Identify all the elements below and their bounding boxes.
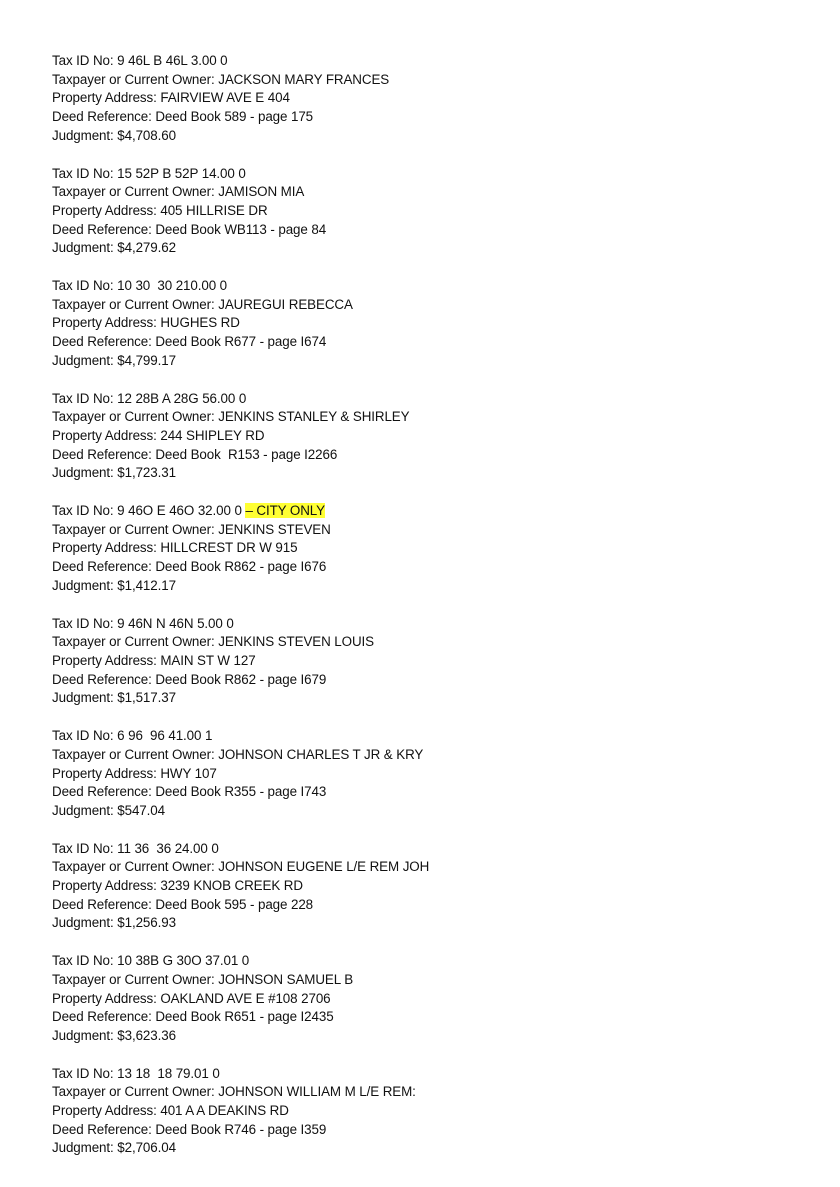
owner-value: JOHNSON SAMUEL B — [218, 971, 354, 987]
deed-label: Deed Reference: — [52, 1121, 156, 1137]
owner-label: Taxpayer or Current Owner: — [52, 296, 219, 312]
owner-value: JOHNSON EUGENE L/E REM JOH — [218, 859, 430, 875]
deed-value: Deed Book 595 - page 228 — [155, 896, 314, 912]
tax-id-line — [52, 840, 812, 859]
tax-id-label: Tax ID No: — [52, 1065, 118, 1081]
judgment-value: $2,706.04 — [117, 1140, 176, 1156]
owner-label: Taxpayer or Current Owner: — [52, 409, 219, 425]
owner-line — [52, 183, 812, 202]
deed-label: Deed Reference: — [52, 1009, 156, 1025]
tax-id-line — [52, 390, 812, 409]
judgment-label: Judgment: — [52, 240, 118, 256]
owner-label: Taxpayer or Current Owner: — [52, 1084, 219, 1100]
deed-line — [52, 221, 812, 240]
owner-line — [52, 971, 812, 990]
owner-value: JENKINS STANLEY & SHIRLEY — [218, 409, 410, 425]
judgment-value: $1,256.93 — [117, 915, 176, 931]
deed-line — [52, 333, 812, 352]
property-record — [52, 840, 812, 934]
tax-id-line — [52, 1065, 812, 1084]
judgment-label: Judgment: — [52, 352, 118, 368]
tax-id-label: Tax ID No: — [52, 278, 118, 294]
tax-id-value: 9 46L B 46L 3.00 0 — [117, 53, 228, 68]
judgment-label: Judgment: — [52, 577, 118, 593]
owner-label: Taxpayer or Current Owner: — [52, 634, 219, 650]
address-value: OAKLAND AVE E #108 2706 — [160, 990, 331, 1006]
judgment-line — [52, 127, 812, 146]
tax-id-line — [52, 615, 812, 634]
tax-id-line — [52, 52, 812, 71]
owner-line — [52, 71, 812, 90]
property-record — [52, 615, 812, 709]
deed-line — [52, 1121, 812, 1140]
deed-value: Deed Book R862 - page I676 — [155, 559, 327, 575]
tax-id-label: Tax ID No: — [52, 503, 118, 519]
owner-value: JAMISON MIA — [218, 184, 305, 200]
owner-line — [52, 408, 812, 427]
address-value: HWY 107 — [160, 765, 217, 781]
owner-value: JOHNSON WILLIAM M L/E REM: — [218, 1084, 416, 1100]
deed-value: Deed Book R862 - page I679 — [155, 671, 327, 687]
owner-value: JOHNSON CHARLES T JR & KRY — [218, 746, 424, 762]
judgment-line — [52, 1027, 812, 1046]
judgment-line — [52, 1139, 812, 1158]
address-line — [52, 539, 812, 558]
owner-label: Taxpayer or Current Owner: — [52, 184, 219, 200]
deed-label: Deed Reference: — [52, 671, 156, 687]
judgment-value: $4,279.62 — [117, 240, 176, 256]
address-label: Property Address: — [52, 202, 161, 218]
deed-line — [52, 671, 812, 690]
tax-id-value: 11 36 36 24.00 0 — [117, 840, 219, 856]
tax-id-label: Tax ID No: — [52, 165, 118, 181]
property-record — [52, 727, 812, 821]
address-label: Property Address: — [52, 652, 161, 668]
deed-value: Deed Book WB113 - page 84 — [155, 221, 327, 237]
tax-id-line — [52, 165, 812, 184]
property-record — [52, 1065, 812, 1159]
tax-id-value: 9 46N N 46N 5.00 0 — [117, 615, 234, 631]
address-label: Property Address: — [52, 1103, 161, 1119]
judgment-label: Judgment: — [52, 802, 118, 818]
judgment-value: $1,412.17 — [117, 577, 176, 593]
property-record — [52, 502, 812, 596]
tax-id-value: 6 96 96 41.00 1 — [117, 728, 213, 744]
deed-label: Deed Reference: — [52, 784, 156, 800]
judgment-line — [52, 352, 812, 371]
judgment-line — [52, 239, 812, 258]
tax-id-line — [52, 952, 812, 971]
judgment-label: Judgment: — [52, 1140, 118, 1156]
tax-id-value: 10 38B G 30O 37.01 0 — [117, 953, 250, 969]
address-line — [52, 89, 812, 108]
address-label: Property Address: — [52, 90, 161, 106]
address-value: 405 HILLRISE DR — [160, 202, 268, 218]
deed-label: Deed Reference: — [52, 109, 156, 125]
judgment-value: $4,708.60 — [117, 127, 176, 143]
judgment-line — [52, 914, 812, 933]
address-label: Property Address: — [52, 990, 161, 1006]
owner-value: JENKINS STEVEN LOUIS — [218, 634, 374, 650]
owner-value: JACKSON MARY FRANCES — [218, 71, 390, 87]
deed-value: Deed Book R677 - page I674 — [155, 334, 327, 350]
tax-id-line — [52, 727, 812, 746]
owner-label: Taxpayer or Current Owner: — [52, 971, 219, 987]
deed-line — [52, 446, 812, 465]
tax-id-line — [52, 502, 812, 521]
property-record — [52, 277, 812, 371]
judgment-value: $3,623.36 — [117, 1027, 176, 1043]
deed-label: Deed Reference: — [52, 446, 156, 462]
deed-label: Deed Reference: — [52, 559, 156, 575]
deed-value: Deed Book 589 - page 175 — [155, 109, 314, 125]
owner-label: Taxpayer or Current Owner: — [52, 521, 219, 537]
judgment-value: $547.04 — [117, 802, 165, 818]
judgment-label: Judgment: — [52, 465, 118, 481]
document-page — [52, 52, 812, 1177]
judgment-label: Judgment: — [52, 915, 118, 931]
address-line — [52, 990, 812, 1009]
address-label: Property Address: — [52, 878, 161, 894]
owner-line — [52, 1083, 812, 1102]
tax-id-value: 15 52P B 52P 14.00 0 — [117, 165, 246, 181]
property-record — [52, 952, 812, 1046]
owner-line — [52, 296, 812, 315]
deed-label: Deed Reference: — [52, 896, 156, 912]
owner-line — [52, 633, 812, 652]
address-value: 401 A A DEAKINS RD — [160, 1103, 289, 1119]
tax-id-label: Tax ID No: — [52, 615, 118, 631]
tax-id-label: Tax ID No: — [52, 840, 118, 856]
address-line — [52, 202, 812, 221]
tax-id-line — [52, 277, 812, 296]
address-value: 3239 KNOB CREEK RD — [160, 878, 303, 894]
tax-id-label: Tax ID No: — [52, 53, 118, 68]
deed-label: Deed Reference: — [52, 221, 156, 237]
address-line — [52, 427, 812, 446]
deed-line — [52, 896, 812, 915]
tax-id-value: 9 46O E 46O 32.00 0 — [117, 503, 242, 519]
address-line — [52, 652, 812, 671]
judgment-line — [52, 689, 812, 708]
deed-line — [52, 783, 812, 802]
deed-value: Deed Book R355 - page I743 — [155, 784, 327, 800]
owner-label: Taxpayer or Current Owner: — [52, 71, 219, 87]
judgment-value: $1,517.37 — [117, 690, 176, 706]
deed-value: Deed Book R153 - page I2266 — [155, 446, 338, 462]
judgment-line — [52, 802, 812, 821]
address-line — [52, 314, 812, 333]
address-line — [52, 877, 812, 896]
judgment-label: Judgment: — [52, 127, 118, 143]
address-label: Property Address: — [52, 427, 161, 443]
deed-line — [52, 1008, 812, 1027]
owner-label: Taxpayer or Current Owner: — [52, 859, 219, 875]
address-label: Property Address: — [52, 765, 161, 781]
address-line — [52, 1102, 812, 1121]
deed-label: Deed Reference: — [52, 334, 156, 350]
address-value: MAIN ST W 127 — [160, 652, 256, 668]
address-label: Property Address: — [52, 540, 161, 556]
judgment-line — [52, 464, 812, 483]
deed-line — [52, 108, 812, 127]
judgment-value: $4,799.17 — [117, 352, 176, 368]
judgment-label: Judgment: — [52, 690, 118, 706]
address-value: FAIRVIEW AVE E 404 — [160, 90, 290, 106]
owner-value: JAUREGUI REBECCA — [218, 296, 353, 312]
property-record — [52, 52, 812, 146]
tax-id-value: 12 28B A 28G 56.00 0 — [117, 390, 247, 406]
property-record — [52, 390, 812, 484]
address-value: HUGHES RD — [160, 315, 240, 331]
owner-line — [52, 521, 812, 540]
address-value: HILLCREST DR W 915 — [160, 540, 298, 556]
owner-line — [52, 858, 812, 877]
city-only-highlight: – CITY ONLY — [245, 503, 325, 519]
owner-label: Taxpayer or Current Owner: — [52, 746, 219, 762]
deed-value: Deed Book R746 - page I359 — [155, 1121, 327, 1137]
address-label: Property Address: — [52, 315, 161, 331]
tax-id-value: 10 30 30 210.00 0 — [117, 278, 228, 294]
address-line — [52, 765, 812, 784]
tax-id-label: Tax ID No: — [52, 728, 118, 744]
judgment-line — [52, 577, 812, 596]
tax-id-label: Tax ID No: — [52, 953, 118, 969]
owner-line — [52, 746, 812, 765]
judgment-value: $1,723.31 — [117, 465, 176, 481]
tax-id-label: Tax ID No: — [52, 390, 118, 406]
judgment-label: Judgment: — [52, 1027, 118, 1043]
address-value: 244 SHIPLEY RD — [160, 427, 265, 443]
property-record — [52, 165, 812, 259]
owner-value: JENKINS STEVEN — [218, 521, 331, 537]
deed-line — [52, 558, 812, 577]
deed-value: Deed Book R651 - page I2435 — [155, 1009, 334, 1025]
tax-id-value: 13 18 18 79.01 0 — [117, 1065, 220, 1081]
